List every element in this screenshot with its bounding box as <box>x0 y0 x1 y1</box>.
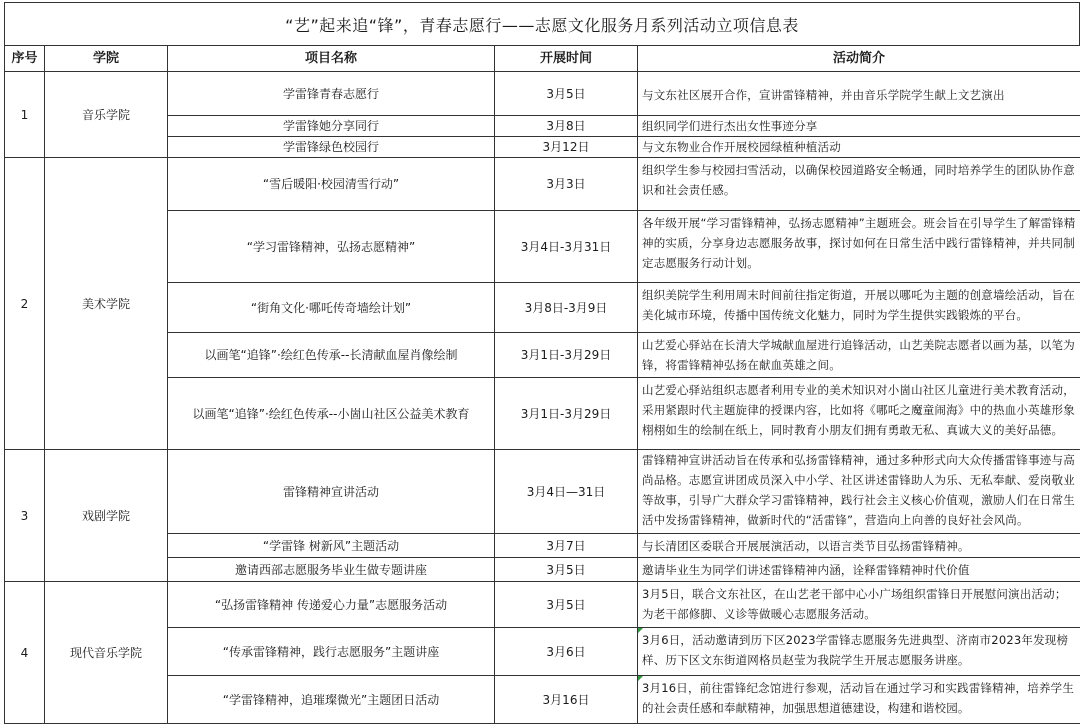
college-cell: 美术学院 <box>45 158 168 450</box>
intro-cell: 与文东社区展开合作，宣讲雷锋精神，并由音乐学院学生献上文艺演出 <box>638 72 1080 116</box>
project-cell: 学雷锋青春志愿行 <box>168 72 495 116</box>
college-cell: 音乐学院 <box>45 72 168 158</box>
activity-table <box>4 45 1080 724</box>
time-cell: 3月16日 <box>495 676 638 724</box>
project-cell: “学习雷锋精神，弘扬志愿精神” <box>168 211 495 283</box>
seq-cell: 2 <box>5 158 45 450</box>
intro-cell: 邀请毕业生为同学们讲述雷锋精神内涵，诠释雷锋精神时代价值 <box>638 558 1080 582</box>
time-cell: 3月5日 <box>495 72 638 116</box>
intro-cell: 3月5日，联合文东社区，在山艺老干部中心小广场组织雷锋日开展慰问演出活动；为老干部修脚、义诊等做暖心志愿服务活动。 <box>638 582 1080 628</box>
project-cell: “街角文化·哪吒传奇墙绘计划” <box>168 283 495 333</box>
project-cell: 学雷锋绿色校园行 <box>168 137 495 158</box>
time-cell: 3月5日 <box>495 582 638 628</box>
seq-cell: 4 <box>5 582 45 724</box>
college-cell: 戏剧学院 <box>45 450 168 582</box>
intro-cell: 山艺爱心驿站在长清大学城献血屋进行追锋活动，山艺美院志愿者以画为基，以笔为锋，将雷锋精神弘扬在献血英雄之间。 <box>638 333 1080 378</box>
time-cell: 3月1日-3月29日 <box>495 333 638 378</box>
time-cell: 3月6日 <box>495 628 638 676</box>
intro-cell: 3月6日，活动邀请到历下区2023学雷锋志愿服务先进典型、济南市2023年发现榜样、历下区文东街道网格员赵莹为我院学生开展志愿服务讲座。 <box>638 628 1080 676</box>
project-cell: “弘扬雷锋精神 传递爱心力量”志愿服务活动 <box>168 582 495 628</box>
project-cell: 以画笔“追锋”·绘红色传承--长清献血屋肖像绘制 <box>168 333 495 378</box>
table-row <box>5 582 1080 628</box>
time-cell: 3月12日 <box>495 137 638 158</box>
header-time: 开展时间 <box>495 46 638 72</box>
time-cell: 3月7日 <box>495 534 638 558</box>
time-cell: 3月1日-3月29日 <box>495 378 638 450</box>
header-seq: 序号 <box>5 46 45 72</box>
header-college: 学院 <box>45 46 168 72</box>
header-row <box>5 46 1080 72</box>
table-row <box>5 450 1080 534</box>
table-row <box>5 158 1080 211</box>
intro-cell: 组织学生参与校园扫雪活动，以确保校园道路安全畅通，同时培养学生的团队协作意识和社会责任感。 <box>638 158 1080 211</box>
project-cell: 学雷锋她分享同行 <box>168 116 495 137</box>
intro-cell: 与长清团区委联合开展展演活动，以语言类节目弘扬雷锋精神。 <box>638 534 1080 558</box>
intro-cell: 组织同学们进行杰出女性事迹分享 <box>638 116 1080 137</box>
project-cell: “传承雷锋精神，践行志愿服务”主题讲座 <box>168 628 495 676</box>
seq-cell: 1 <box>5 72 45 158</box>
table-row <box>5 72 1080 116</box>
header-intro: 活动简介 <box>638 46 1080 72</box>
project-cell: “学雷锋 树新风”主题活动 <box>168 534 495 558</box>
table-title: “艺”起来追“锋”，青春志愿行——志愿文化服务月系列活动立项信息表 <box>4 2 1080 45</box>
intro-cell: 与文东物业合作开展校园绿植种植活动 <box>638 137 1080 158</box>
time-cell: 3月5日 <box>495 558 638 582</box>
intro-cell: 各年级开展“学习雷锋精神，弘扬志愿精神”主题班会。班会旨在引导学生了解雷锋精神的实质，分享身边志愿服务故事，探讨如何在日常生活中践行雷锋精神，并共同制定志愿服务行动计划。 <box>638 211 1080 283</box>
college-cell: 现代音乐学院 <box>45 582 168 724</box>
project-cell: “雪后暖阳·校园清雪行动” <box>168 158 495 211</box>
time-cell: 3月8日 <box>495 116 638 137</box>
project-cell: 雷锋精神宣讲活动 <box>168 450 495 534</box>
project-cell: 邀请西部志愿服务毕业生做专题讲座 <box>168 558 495 582</box>
intro-cell: 组织美院学生利用周末时间前往指定街道，开展以哪吒为主题的创意墙绘活动，旨在美化城市环境，传播中国传统文化魅力，同时为学生提供实践锻炼的平台。 <box>638 283 1080 333</box>
time-cell: 3月3日 <box>495 158 638 211</box>
intro-cell: 3月16日，前往雷锋纪念馆进行参观，活动旨在通过学习和实践雷锋精神，培养学生的社会责任感和奉献精神，加强思想道德建设，构建和谐校园。 <box>638 676 1080 724</box>
header-project: 项目名称 <box>168 46 495 72</box>
time-cell: 3月4日—31日 <box>495 450 638 534</box>
time-cell: 3月4日-3月31日 <box>495 211 638 283</box>
project-cell: 以画笔“追锋”·绘红色传承--小崮山社区公益美术教育 <box>168 378 495 450</box>
intro-text: 雷锋精神宣讲活动旨在传承和弘扬雷锋精神，通过多种形式向大众传播雷锋事迹与高尚品格。志愿宣讲团成员深入中小学、社区讲述雷锋助人为乐、无私奉献、爱岗敬业等故事，引导广大群众学习雷锋精神，践行社会主义核心价值观，激励人们在日常生活中发扬雷锋精神，做新时代的“活雷锋”，营造向上向善的良好社会风尚。 <box>642 453 1075 527</box>
intro-cell <box>638 450 1080 534</box>
project-cell: “学雷锋精神，追璀璨微光”主题团日活动 <box>168 676 495 724</box>
time-cell: 3月8日-3月9日 <box>495 283 638 333</box>
seq-cell: 3 <box>5 450 45 582</box>
intro-cell: 山艺爱心驿站组织志愿者利用专业的美术知识对小崮山社区儿童进行美术教育活动，采用紧跟时代主题旋律的授课内容，比如将《哪吒之魔童闹海》中的热血小英雄形象栩栩如生的绘制在纸上，同时教育小朋友们拥有勇敢无私、真诚大义的美好品德。 <box>638 378 1080 450</box>
